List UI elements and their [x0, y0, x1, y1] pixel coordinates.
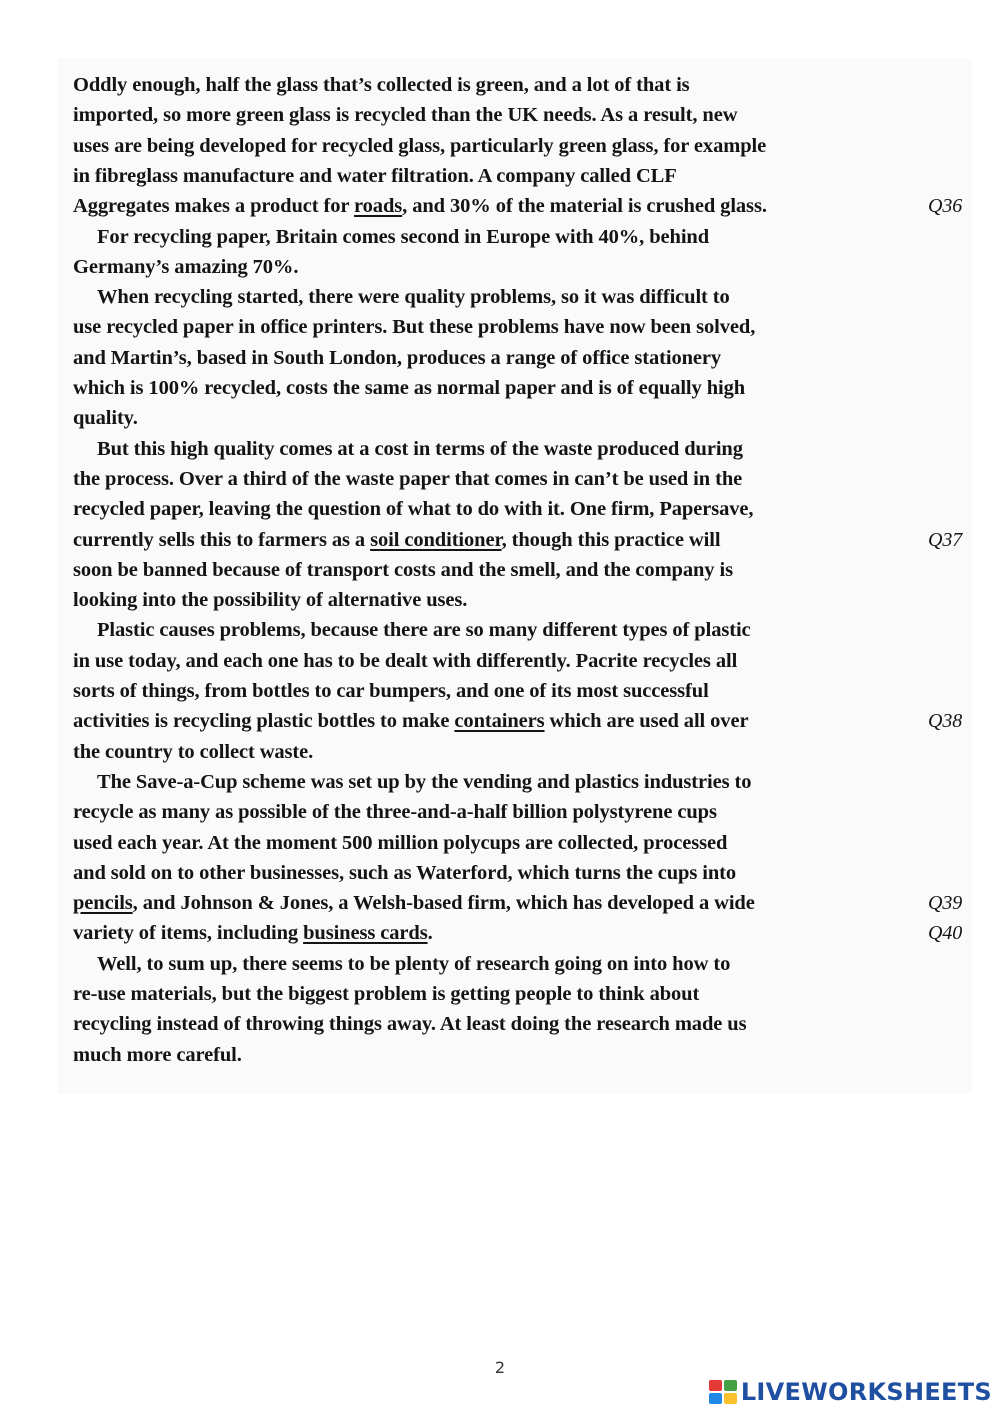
answer-keyword: business cards — [303, 922, 428, 945]
text-line — [0, 343, 1000, 373]
question-marker: Q39 — [928, 892, 963, 915]
text-line — [0, 161, 1000, 191]
page-number: 2 — [494, 1358, 506, 1377]
text-segment: recycled paper, leaving the question of what to do with it. One firm, Papersave, — [73, 498, 754, 521]
text-segment: recycling instead of throwing things away. At least doing the research made us — [73, 1013, 747, 1036]
text-segment: Germany’s amazing 70%. — [73, 255, 299, 278]
text-segment: Plastic causes problems, because there are so many different types of plastic — [97, 619, 751, 642]
text-segment: looking into the possibility of alternative uses. — [73, 589, 468, 612]
text-line — [0, 555, 1000, 585]
line-text — [73, 918, 433, 948]
text-line — [0, 979, 1000, 1009]
text-line — [0, 646, 1000, 676]
line-text — [73, 70, 690, 100]
text-segment: variety of items, including — [73, 922, 304, 945]
text-line — [0, 888, 1000, 918]
text-segment: and Martin’s, based in South London, produces a range of office stationery — [73, 346, 722, 369]
text-segment: , and 30% of the material is crushed glass. — [402, 195, 767, 218]
text-line — [0, 767, 1000, 797]
text-line — [0, 191, 1000, 221]
line-text — [97, 434, 743, 464]
text-segment: imported, so more green glass is recycled than the UK needs. As a result, new — [73, 104, 738, 127]
text-line — [0, 373, 1000, 403]
line-text — [73, 464, 742, 494]
text-segment: Well, to sum up, there seems to be plenty of research going on into how to — [97, 952, 731, 975]
line-text — [73, 676, 709, 706]
line-text — [97, 767, 751, 797]
text-line — [0, 100, 1000, 130]
line-text — [73, 252, 298, 282]
text-segment: the country to collect waste. — [73, 740, 314, 763]
line-text — [73, 646, 737, 676]
line-text — [73, 312, 755, 342]
line-text — [73, 403, 138, 433]
text-line — [0, 312, 1000, 342]
line-text — [73, 828, 727, 858]
text-segment: But this high quality comes at a cost in terms of the waste produced during — [97, 437, 743, 460]
text-segment: re-use materials, but the biggest problem is getting people to think about — [73, 983, 700, 1005]
line-text — [73, 585, 467, 615]
line-text — [73, 858, 736, 888]
text-segment: The Save-a-Cup scheme was set up by the vending and plastics industries to — [97, 770, 752, 793]
text-segment: much more careful. — [73, 1043, 242, 1066]
text-segment: recycle as many as possible of the three-and-a-half billion polystyrene cups — [73, 801, 717, 824]
line-text — [73, 191, 767, 221]
text-line — [0, 585, 1000, 615]
text-segment: currently sells this to farmers as a — [73, 528, 371, 551]
line-text — [73, 1040, 242, 1070]
question-marker: Q37 — [928, 528, 963, 551]
line-text — [73, 979, 699, 1009]
line-text — [73, 525, 720, 555]
text-line — [0, 70, 1000, 100]
text-segment: uses are being developed for recycled glass, particularly green glass, for example — [73, 134, 767, 157]
text-line — [0, 706, 1000, 736]
line-text — [73, 161, 677, 191]
line-text — [73, 100, 737, 130]
line-text — [97, 282, 730, 312]
text-segment: activities is recycling plastic bottles to make — [73, 710, 455, 733]
text-line — [0, 494, 1000, 524]
liveworksheets-logo-icon — [709, 1380, 737, 1404]
text-line — [0, 918, 1000, 948]
text-line — [0, 131, 1000, 161]
liveworksheets-logo[interactable] — [709, 1377, 992, 1407]
line-text — [73, 797, 717, 827]
answer-keyword: containers — [454, 710, 545, 733]
text-segment: , though this practice will — [501, 528, 721, 551]
text-segment: in use today, and each one has to be dealt with differently. Pacrite recycles all — [73, 649, 738, 672]
text-line — [0, 1009, 1000, 1039]
text-line — [0, 615, 1000, 645]
answer-keyword: pencils — [73, 892, 133, 915]
text-line — [0, 1040, 1000, 1070]
text-segment: soon be banned because of transport costs and the smell, and the company is — [73, 558, 733, 581]
text-segment: Aggregates makes a product for — [73, 195, 355, 218]
text-segment: Oddly enough, half the glass that’s collected is green, and a lot of that is — [73, 74, 690, 96]
text-segment: which are used all over — [544, 710, 749, 733]
text-line — [0, 949, 1000, 979]
line-text — [97, 615, 751, 645]
text-segment: quality. — [73, 407, 138, 430]
line-text — [73, 737, 313, 767]
question-marker: Q40 — [928, 922, 963, 945]
line-text — [73, 1009, 746, 1039]
text-segment: , and Johnson & Jones, a Welsh-based firm, which has developed a wide — [132, 892, 755, 915]
text-line — [0, 222, 1000, 252]
text-segment: the process. Over a third of the waste paper that comes in can’t be used in the — [73, 467, 743, 490]
text-line — [0, 464, 1000, 494]
text-segment: which is 100% recycled, costs the same as normal paper and is of equally high — [73, 377, 746, 399]
line-text — [73, 706, 748, 736]
answer-keyword: soil conditioner — [370, 528, 502, 551]
text-line — [0, 737, 1000, 767]
line-text — [73, 373, 745, 403]
question-marker: Q36 — [928, 195, 963, 218]
text-segment: For recycling paper, Britain comes second in Europe with 40%, behind — [97, 225, 710, 248]
text-line — [0, 434, 1000, 464]
line-text — [73, 343, 721, 373]
text-segment: used each year. At the moment 500 million polycups are collected, processed — [73, 831, 728, 854]
text-segment: When recycling started, there were quality problems, so it was difficult to — [97, 286, 730, 309]
text-line — [0, 282, 1000, 312]
line-text — [73, 888, 755, 918]
text-line — [0, 525, 1000, 555]
line-text — [73, 131, 766, 161]
question-marker: Q38 — [928, 710, 963, 733]
text-segment: . — [427, 922, 433, 945]
brand-text: LIVEWORKSHEETS — [740, 1378, 992, 1406]
text-line — [0, 828, 1000, 858]
text-line — [0, 797, 1000, 827]
line-text — [73, 494, 753, 524]
text-segment: in fibreglass manufacture and water filtration. A company called CLF — [73, 164, 677, 187]
answer-keyword: roads — [354, 195, 403, 218]
line-text — [97, 222, 709, 252]
text-segment: and sold on to other businesses, such as Waterford, which turns the cups into — [73, 861, 737, 884]
text-line — [0, 403, 1000, 433]
text-line — [0, 858, 1000, 888]
text-segment: use recycled paper in office printers. But these problems have now been solved, — [73, 316, 756, 339]
text-line — [0, 676, 1000, 706]
text-segment: sorts of things, from bottles to car bumpers, and one of its most successful — [73, 680, 709, 702]
line-text — [73, 555, 733, 585]
text-line — [0, 252, 1000, 282]
line-text — [97, 949, 730, 979]
